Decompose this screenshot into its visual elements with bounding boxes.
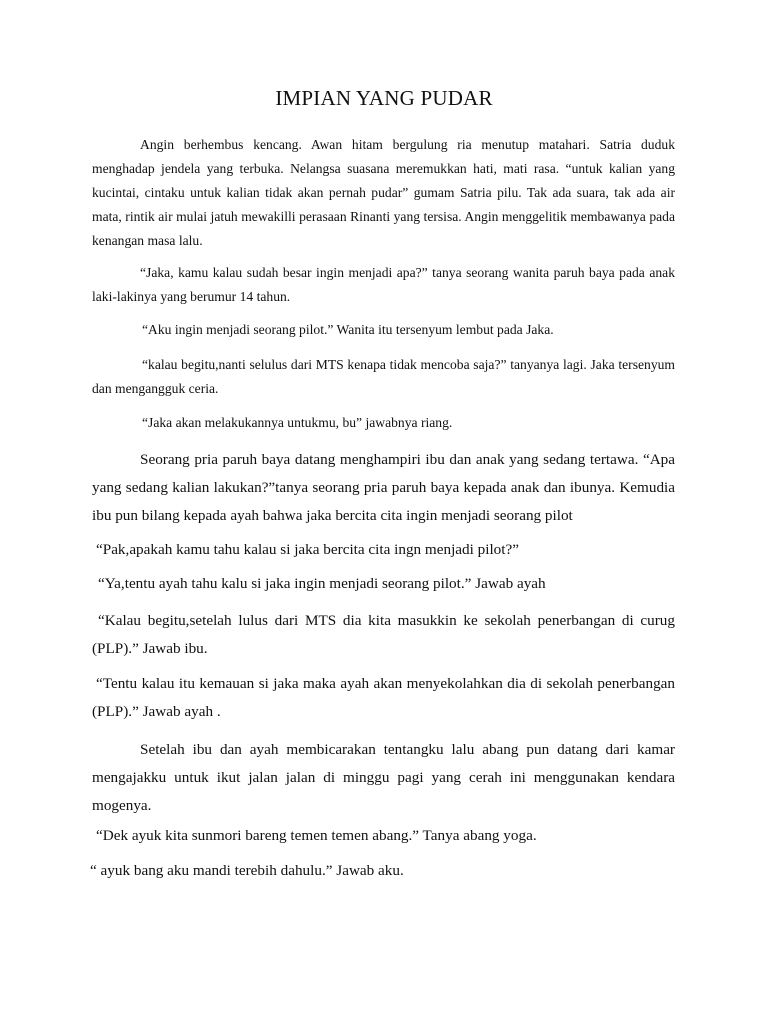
story-title: IMPIAN YANG PUDAR: [275, 86, 493, 110]
paragraph-1: Angin berhembus kencang. Awan hitam bergulung ria menutup matahari. Satria duduk menghadap jendela yang terbuka. Nelangsa suasana meremukkan hati, mati rasa. “untuk kalian yang kucintai, cintaku untuk kalian tidak akan pernah pudar” gumam Satria pilu. Tak ada suara, tak ada air mata, rintik air mulai jatuh mewakilli perasaan Rinanti yang tersisa. Angin menggelitik membawanya pada kenangan masa lalu.: [92, 137, 675, 248]
paragraph-11: Setelah ibu dan ayah membicarakan tentangku lalu abang pun datang dari kamar mengajakku untuk ikut jalan jalan di minggu pagi yang cerah ini menggunakan kendara mogenya.: [92, 741, 675, 814]
paragraph-10: “Tentu kalau itu kemauan si jaka maka ayah akan menyekolahkan dia di sekolah penerbangan (PLP).” Jawab ayah .: [92, 675, 675, 720]
paragraph-9: “Kalau begitu,setelah lulus dari MTS dia kita masukkin ke sekolah penerbangan di curug (PLP).” Jawab ibu.: [92, 612, 675, 657]
paragraph-3: “Aku ingin menjadi seorang pilot.” Wanita itu tersenyum lembut pada Jaka.: [142, 322, 554, 337]
paragraph-6: Seorang pria paruh baya datang menghampiri ibu dan anak yang sedang tertawa. “Apa yang sedang kalian lakukan?”tanya seorang pria paruh baya kepada anak dan ibunya. Kemudia ibu pun bilang kepada ayah bahwa jaka bercita cita ingin menjadi seorang pilot: [92, 451, 675, 524]
paragraph-13: “ ayuk bang aku mandi terebih dahulu.” Jawab aku.: [90, 862, 404, 879]
paragraph-7: “Pak,apakah kamu tahu kalau si jaka bercita cita ingn menjadi pilot?”: [96, 541, 519, 558]
paragraph-5: “Jaka akan melakukannya untukmu, bu” jawabnya riang.: [142, 415, 453, 430]
paragraph-2: “Jaka, kamu kalau sudah besar ingin menjadi apa?” tanya seorang wanita paruh baya pada anak laki-lakinya yang berumur 14 tahun.: [92, 265, 675, 304]
paragraph-12: “Dek ayuk kita sunmori bareng temen temen abang.” Tanya abang yoga.: [96, 827, 537, 844]
paragraph-4: “kalau begitu,nanti selulus dari MTS kenapa tidak mencoba saja?” tanyanya lagi. Jaka tersenyum dan mengangguk ceria.: [92, 357, 675, 396]
paragraph-8: “Ya,tentu ayah tahu kalu si jaka ingin menjadi seorang pilot.” Jawab ayah: [98, 575, 546, 592]
